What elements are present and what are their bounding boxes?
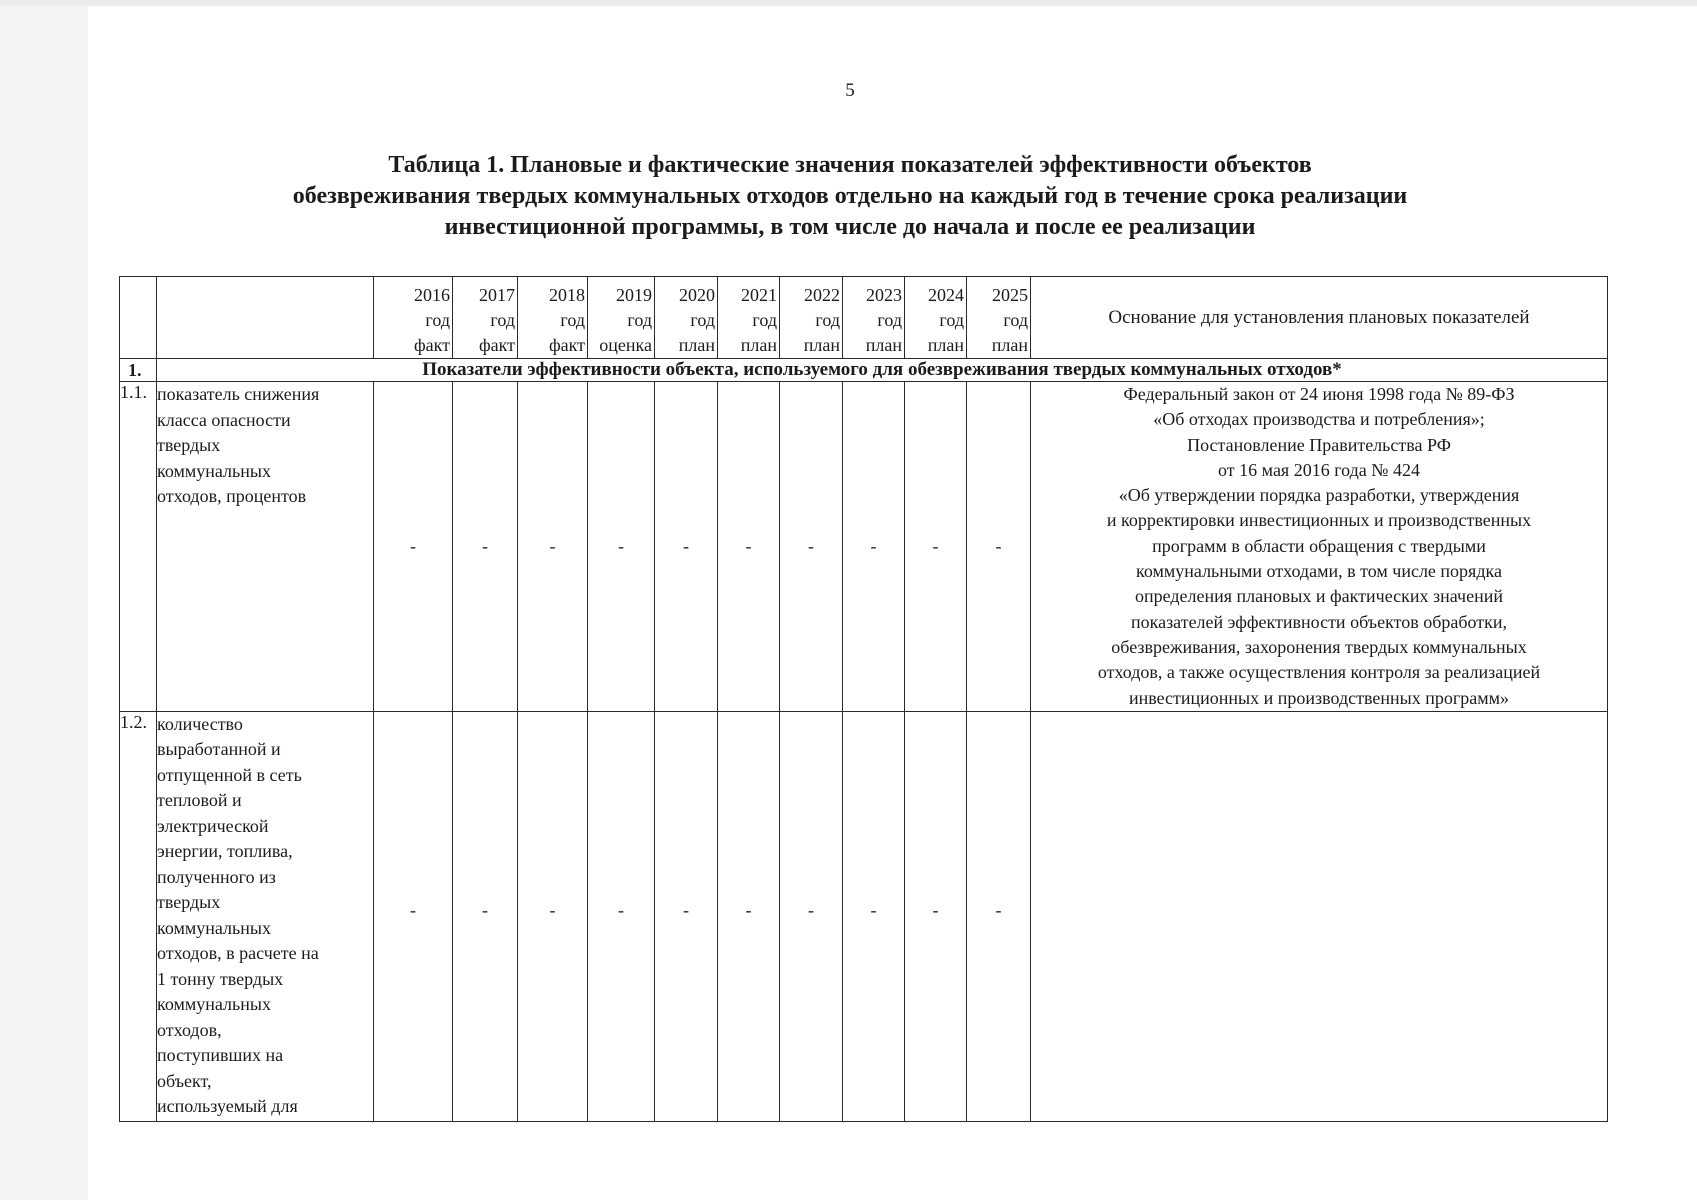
header-year-2017: 2017 год факт: [453, 277, 518, 359]
basis-line: Постановление Правительства РФ: [1187, 434, 1451, 455]
title-line: инвестиционной программы, в том числе до начала и после ее реализации: [444, 214, 1256, 240]
value-cell: -: [780, 382, 843, 712]
header-year-2019: 2019 год оценка: [588, 277, 655, 359]
indicator-cell: [157, 711, 374, 1121]
indicator-line: тепловой и: [157, 790, 242, 811]
basis-line: коммунальными отходами, в том числе порядка: [1136, 561, 1502, 582]
section-row: [120, 359, 1608, 382]
indicator-line: выработанной и: [157, 739, 281, 760]
indicator-line: коммунальных: [157, 994, 271, 1015]
basis-line: определения плановых и фактических значений: [1135, 586, 1503, 607]
header-year-2025: 2025 год план: [967, 277, 1031, 359]
value-cell: -: [967, 711, 1031, 1121]
header-year-2022: 2022 год план: [780, 277, 843, 359]
header-row: [120, 277, 1608, 359]
basis-line: «Об утверждении порядка разработки, утверждения: [1118, 485, 1520, 506]
row-number: 1.2.: [120, 711, 157, 1121]
value-cell: -: [453, 382, 518, 712]
value-cell: -: [905, 711, 967, 1121]
header-year-2021: 2021 год план: [718, 277, 780, 359]
table-row: [120, 711, 1608, 1121]
header-year-2020: 2020 год план: [655, 277, 718, 359]
indicator-line: отходов, в расчете на: [157, 943, 319, 964]
basis-line: отходов, а также осуществления контроля за реализацией: [1097, 662, 1541, 683]
indicator-cell: [157, 382, 374, 712]
value-cell: -: [718, 382, 780, 712]
value-cell: -: [374, 382, 453, 712]
value-cell: -: [905, 382, 967, 712]
basis-line: обезвреживания, захоронения твердых коммунальных: [1111, 636, 1527, 657]
value-cell: -: [967, 382, 1031, 712]
indicator-line: отходов, процентов: [157, 486, 307, 506]
value-cell: -: [518, 711, 588, 1121]
indicator-line: полученного из: [157, 866, 276, 887]
section-title: Показатели эффективности объекта, используемого для обезвреживания твердых коммунальных отходов*: [157, 359, 1608, 382]
indicator-line: твердых: [157, 892, 221, 913]
value-cell: -: [655, 711, 718, 1121]
indicator-line: объект,: [157, 1070, 212, 1091]
header-basis: Основание для установления плановых показателей: [1031, 277, 1608, 359]
value-cell: -: [588, 382, 655, 712]
scan-top-edge: [0, 0, 1697, 6]
header-year-2023: 2023 год план: [843, 277, 905, 359]
value-cell: -: [843, 711, 905, 1121]
basis-cell: [1031, 382, 1608, 712]
basis-line: и корректировки инвестиционных и производственных: [1106, 510, 1532, 531]
indicator-line: отходов,: [157, 1019, 222, 1040]
indicator-line: 1 тонну твердых: [157, 968, 284, 989]
indicator-line: используемый для: [157, 1096, 298, 1117]
indicator-line: отпущенной в сеть: [157, 764, 302, 785]
header-indicator-cell: [157, 277, 374, 359]
value-cell: -: [588, 711, 655, 1121]
header-year-2018: 2018 год факт: [518, 277, 588, 359]
header-number-cell: [120, 277, 157, 359]
indicator-line: коммунальных: [157, 917, 271, 938]
basis-line: инвестиционных и производственных программ»: [1128, 687, 1510, 708]
value-cell: -: [518, 382, 588, 712]
indicator-line: класса опасности: [157, 409, 291, 430]
basis-line: от 16 мая 2016 года № 424: [1218, 459, 1420, 480]
value-cell: -: [718, 711, 780, 1121]
value-cell: -: [453, 711, 518, 1121]
indicator-line: твердых: [157, 435, 221, 455]
table-row: [120, 382, 1608, 712]
basis-cell-empty: [1031, 711, 1608, 1121]
scan-shadow: [0, 0, 88, 1200]
basis-line: «Об отходах производства и потребления»;: [1153, 409, 1485, 430]
indicator-line: поступивших на: [157, 1045, 284, 1066]
basis-line: показателей эффективности объектов обработки,: [1130, 611, 1508, 632]
value-cell: -: [655, 382, 718, 712]
section-number: 1.: [120, 359, 157, 382]
indicator-line: электрической: [157, 815, 269, 836]
basis-line: программ в области обращения с твердыми: [1152, 535, 1486, 556]
header-year-2016: 2016 год факт: [374, 277, 453, 359]
indicator-line: количество: [157, 713, 243, 734]
value-cell: -: [843, 382, 905, 712]
page-number: 5: [845, 80, 855, 101]
value-cell: -: [374, 711, 453, 1121]
indicator-line: показатель снижения: [157, 384, 320, 404]
value-cell: -: [780, 711, 843, 1121]
table-title: [150, 150, 1550, 243]
indicators-table: [119, 276, 1608, 1122]
basis-line: Федеральный закон от 24 июня 1998 года № 89-ФЗ: [1123, 384, 1515, 404]
row-number: 1.1.: [120, 382, 157, 712]
indicator-line: коммунальных: [157, 460, 271, 481]
title-line: Таблица 1. Плановые и фактические значения показателей эффективности объектов: [388, 152, 1312, 178]
title-line: обезвреживания твердых коммунальных отходов отдельно на каждый год в течение срока реализации: [292, 183, 1408, 209]
header-year-2024: 2024 год план: [905, 277, 967, 359]
indicator-line: энергии, топлива,: [157, 841, 293, 862]
